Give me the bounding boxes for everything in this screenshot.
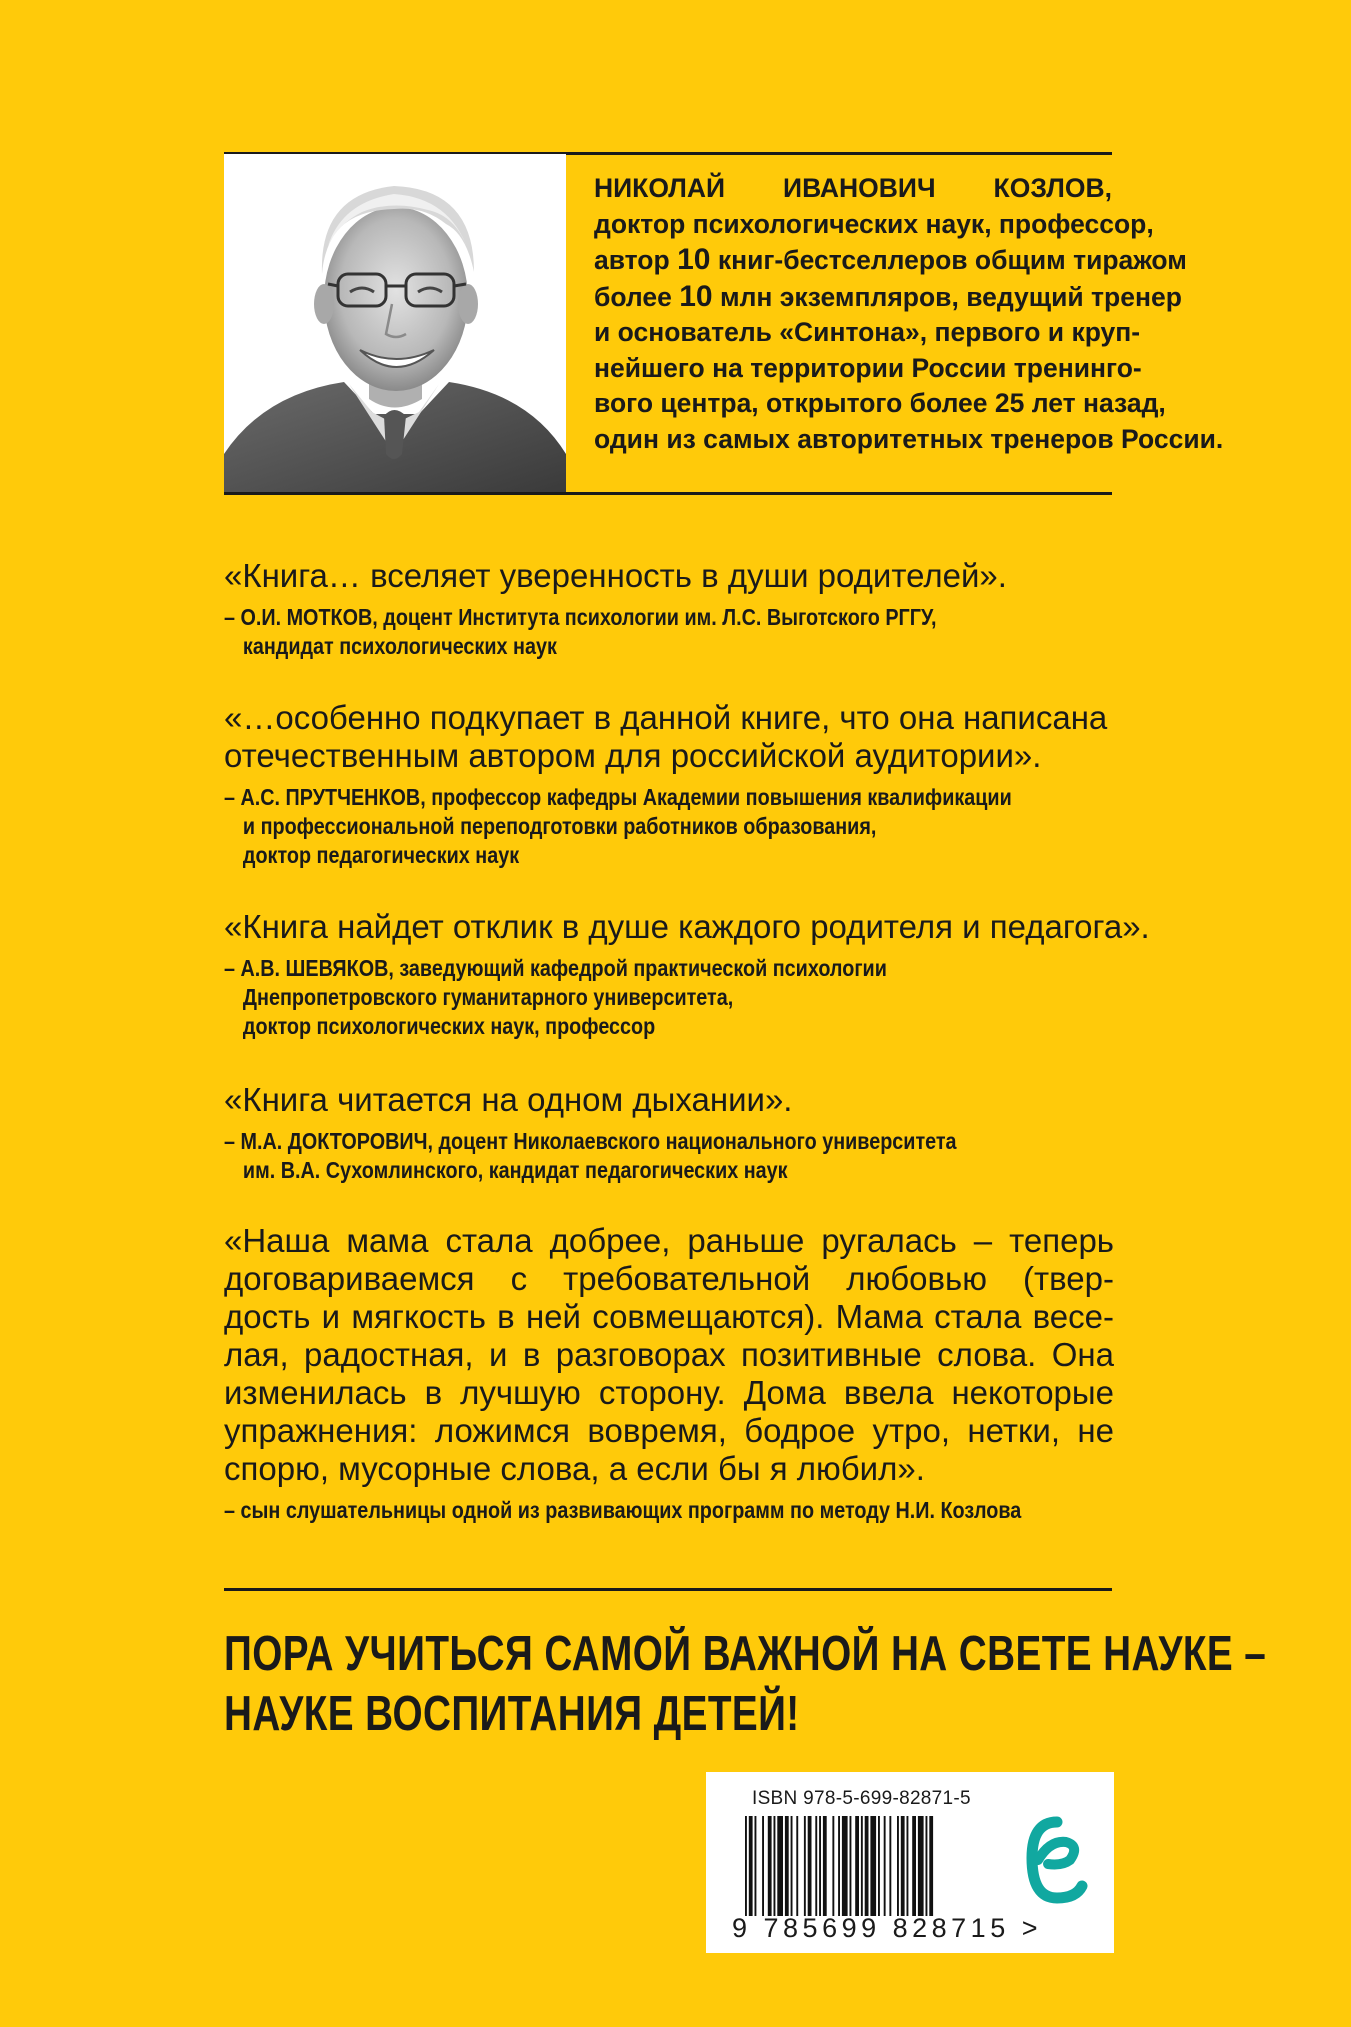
review-source: – сын слушательницы одной из развивающих программ по методу Н.И. Козлова: [224, 1497, 1022, 1523]
barcode-bar: [889, 1816, 891, 1916]
barcode-bar: [855, 1816, 859, 1916]
barcode-bar: [901, 1816, 905, 1916]
barcode-bar: [777, 1816, 783, 1916]
eksmo-logo-icon: [1026, 1814, 1088, 1910]
barcode-image: [745, 1816, 995, 1916]
barcode-bar: [897, 1816, 899, 1916]
barcode-bar: [865, 1816, 869, 1916]
isbn-label: ISBN 978-5-699-82871-5: [752, 1788, 971, 1809]
bio-line-5: нейшего на территории России тренинго-: [594, 352, 1142, 383]
bio-line-7: один из самых авторитетных тренеров России.: [594, 423, 1224, 454]
review-source: – А.С. ПРУТЧЕНКОВ, профессор кафедры Академии повышения квалификации и профессиональной переподготовки работников образования, доктор педагогических наук: [224, 784, 1012, 868]
barcode-bar: [755, 1816, 757, 1916]
barcode-bar: [926, 1816, 928, 1916]
barcode-bar: [815, 1816, 817, 1916]
barcode-bar: [929, 1816, 933, 1916]
review-2: [224, 699, 1114, 870]
barcode-bar: [838, 1816, 840, 1916]
author-photo: [224, 154, 566, 494]
barcode-bar: [912, 1816, 916, 1916]
barcode-bar: [884, 1816, 886, 1916]
barcode-bar: [791, 1816, 793, 1916]
barcode-bar: [768, 1816, 772, 1916]
review-source: – А.В. ШЕВЯКОВ, заведующий кафедрой практической психологии Днепропетровского гуманитарного университета, доктор психологических наук, профессор: [224, 955, 887, 1039]
bio-line-2: автор 10 книг-бестселлеров общим тиражом: [594, 243, 1187, 276]
review-source: – М.А. ДОКТОРОВИЧ, доцент Николаевского национального университета им. В.А. Сухомлинского, кандидат педагогических наук: [224, 1128, 957, 1183]
barcode-bar: [907, 1816, 909, 1916]
review-4: [224, 1081, 1114, 1185]
barcode-bar: [823, 1816, 827, 1916]
bio-bottom-rule: [224, 492, 1112, 495]
bio-line-1: доктор психологических наук, профессор,: [594, 208, 1154, 239]
barcode-bar: [819, 1816, 821, 1916]
barcode-bar: [774, 1816, 776, 1916]
barcode-bar: [842, 1816, 848, 1916]
barcode-bar: [878, 1816, 880, 1916]
bio-line-3: более 10 млн экземпляров, ведущий тренер: [594, 279, 1182, 313]
slogan-rule: [224, 1588, 1112, 1591]
isbn-block: [706, 1772, 1114, 1953]
barcode-bar: [749, 1816, 753, 1916]
barcode-bar: [850, 1816, 852, 1916]
review-source: – О.И. МОТКОВ, доцент Института психологии им. Л.С. Выготского РГГУ, кандидат психологических наук: [224, 604, 937, 659]
bio-line-6: вого центра, открытого более 25 лет назад,: [594, 388, 1166, 418]
slogan-line-1: ПОРА УЧИТЬСЯ САМОЙ ВАЖНОЙ НА СВЕТЕ НАУКЕ –: [224, 1627, 1267, 1681]
barcode-bar: [762, 1816, 764, 1916]
review-quote: «Книга… вселяет уверенность в души родителей».: [224, 557, 1007, 594]
review-quote: «Книга найдет отклик в душе каждого родителя и педагога».: [224, 908, 1150, 945]
author-portrait-image: [224, 154, 566, 494]
barcode-bar: [918, 1816, 924, 1916]
barcode-bar: [796, 1816, 798, 1916]
slogan: [224, 1624, 1267, 1744]
barcode-bar: [808, 1816, 812, 1916]
barcode-bar: [832, 1816, 834, 1916]
barcode-bar: [785, 1816, 789, 1916]
review-quote: «…особенно подкупает в данной книге, что она написана: [224, 699, 1108, 736]
barcode-bar: [861, 1816, 863, 1916]
slogan-line-2: НАУКЕ ВОСПИТАНИЯ ДЕТЕЙ!: [224, 1687, 800, 1741]
review-5: «Наша мама стала добрее, раньше ругалась – теперь договариваемся с требовательной любовью (твер- дость и мягкость в ней совмещаются). Мама стала весе- лая, радостная, и в разговорах позитивные слова. Она изменилась в лучшую сторону. Дома ввела некоторые упражнения: ложимся вовремя, бодрое утро, нетки, не спорю, мусорные слова, а если бы я любил». – сын слушательницы одной из развивающих программ по методу Н.И. Козлова: [224, 1222, 1114, 1523]
ean-digits: 9 785699 828715 >: [732, 1913, 1042, 1943]
review-quote: отечественным автором для российской аудитории».: [224, 737, 1042, 774]
barcode-bar: [870, 1816, 876, 1916]
author-bio: НИКОЛАЙ ИВАНОВИЧ КОЗЛОВ, доктор психологических наук, профессор, автор 10 книг-бестселлеров общим тиражом более 10 млн экземпляров, ведущий тренер и основатель «Синтона», первого и круп- нейшего на территории России тренинго- вого центра, открытого более 25 лет назад, один из самых авторитетных тренеров России.: [594, 171, 1112, 457]
author-name: НИКОЛАЙ ИВАНОВИЧ КОЗЛОВ: [594, 173, 1105, 203]
barcode-bar: [804, 1816, 806, 1916]
barcode-bar: [745, 1816, 747, 1916]
review-quote: «Книга читается на одном дыхании».: [224, 1081, 793, 1118]
review-3: [224, 908, 1150, 1041]
review-1: [224, 557, 1114, 661]
bio-line-4: и основатель «Синтона», первого и круп-: [594, 317, 1141, 347]
